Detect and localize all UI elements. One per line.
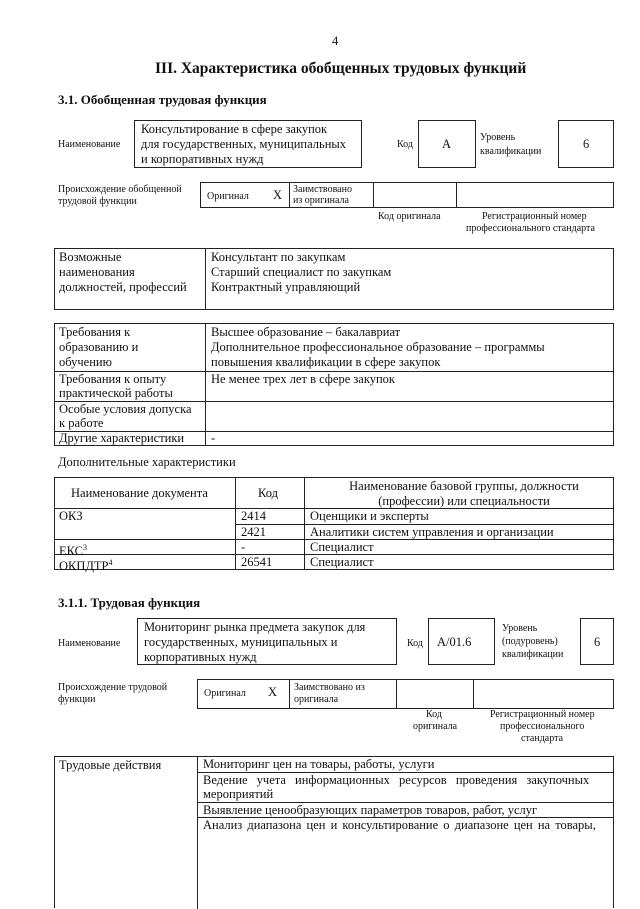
- action-item: Мониторинг цен на товары, работы, услуги: [203, 757, 435, 771]
- position-item: Старший специалист по закупкам: [211, 265, 392, 279]
- tf-name-label: Наименование: [58, 638, 121, 649]
- additional-row-name: Оценщики и эксперты: [310, 509, 429, 523]
- tf-original-mark: X: [268, 685, 278, 699]
- req-value: -: [211, 431, 216, 445]
- gtf-borrowed-label: Заимствовано: [293, 184, 352, 195]
- tf-level-label: квалификации: [502, 649, 564, 660]
- req-label: образованию и: [59, 340, 139, 354]
- tf-level-label: (подуровень): [502, 636, 558, 647]
- req-value: повышения квалификации в сфере закупок: [211, 355, 441, 369]
- doc-name: ЕКС: [59, 544, 83, 559]
- tf-origin-table: [197, 679, 614, 709]
- gtf-code-box: [418, 120, 476, 168]
- req-label: Требования к опыту: [59, 372, 167, 386]
- tf-level-label: Уровень: [502, 623, 538, 634]
- req-label: Особые условия допуска: [59, 402, 192, 416]
- tf-name-line: корпоративных нужд: [144, 650, 257, 664]
- tf-reg-number-label: стандарта: [521, 733, 564, 744]
- tf-reg-number-label: профессионального: [500, 721, 585, 732]
- gtf-name-label: Наименование: [58, 139, 121, 150]
- gtf-level-value: 6: [583, 137, 590, 151]
- doc-name: ОКПДТР: [59, 559, 109, 574]
- gtf-origin-label: Происхождение обобщенной: [58, 184, 182, 195]
- gtf-level-label: Уровень: [480, 132, 516, 143]
- gtf-original-label: Оригинал: [207, 191, 249, 202]
- action-item: Ведение учета информационных ресурсов проведения закупочных: [203, 773, 590, 787]
- gtf-borrowed-label: из оригинала: [293, 195, 349, 206]
- tf-level-value: 6: [594, 635, 601, 649]
- req-label: Другие характеристики: [59, 431, 185, 445]
- tf-name-box: [137, 618, 397, 665]
- additional-row-code: 2421: [241, 525, 266, 539]
- gtf-origin-table: [200, 182, 614, 208]
- additional-table: [54, 477, 614, 574]
- gtf-positions-table: [54, 248, 614, 310]
- additional-header-doc: Наименование документа: [71, 486, 208, 500]
- req-value: Высшее образование – бакалавриат: [211, 325, 401, 339]
- action-item: Анализ диапазона цен и консультирование о диапазоне цен на товары,: [203, 818, 596, 832]
- gtf-original-mark: X: [273, 188, 283, 202]
- gtf-level-box: [558, 120, 614, 168]
- positions-label: наименования: [59, 265, 135, 279]
- tf-level-box: [580, 618, 614, 665]
- tf-origin-code-label: Код: [426, 709, 442, 720]
- gtf-origin-label: трудовой функции: [58, 196, 137, 207]
- footnote-ref: 3: [83, 543, 87, 552]
- req-value: Не менее трех лет в сфере закупок: [211, 372, 396, 386]
- req-label: обучению: [59, 355, 112, 369]
- gtf-name-line: для государственных, муниципальных: [141, 137, 347, 151]
- tf-borrowed-label: оригинала: [294, 694, 339, 705]
- tf-origin-label: функции: [58, 694, 96, 705]
- gtf-level-label: квалификации: [480, 146, 542, 157]
- req-label: практической работы: [59, 386, 173, 400]
- gtf-code-label: Код: [397, 139, 413, 150]
- position-item: Контрактный управляющий: [211, 280, 361, 294]
- tf-actions-table: [54, 756, 614, 908]
- tf-original-label: Оригинал: [204, 688, 246, 699]
- additional-header-name: Наименование базовой группы, должности (профессии) или специальности: [349, 479, 579, 508]
- footnote-ref: 4: [108, 558, 113, 567]
- gtf-reg-number-label: профессионального стандарта: [466, 223, 595, 234]
- gtf-origin-code-label: Код оригинала: [378, 211, 441, 222]
- action-item: мероприятий: [203, 787, 274, 801]
- tf-name-line: государственных, муниципальных и: [144, 635, 338, 649]
- actions-label: Трудовые действия: [59, 758, 162, 772]
- gtf-code-value: A: [442, 137, 452, 151]
- tf-origin-label: Происхождение трудовой: [58, 682, 168, 693]
- tf-borrowed-label: Заимствовано из: [294, 682, 365, 693]
- additional-row-doc: [59, 555, 113, 574]
- positions-label: должностей, профессий: [59, 280, 187, 294]
- req-label: Требования к: [59, 325, 131, 339]
- tf-code-box: [428, 618, 495, 665]
- position-item: Консультант по закупкам: [211, 250, 346, 264]
- additional-row-doc: ОКЗ: [59, 509, 83, 523]
- action-item: Выявление ценообразующих параметров товаров, работ, услуг: [203, 803, 538, 817]
- additional-row-code: 26541: [241, 555, 273, 569]
- section-title: III. Характеристика обобщенных трудовых функций: [155, 60, 527, 77]
- gtf-requirements-table: [54, 323, 614, 446]
- additional-row-name: Специалист: [310, 555, 374, 569]
- tf-reg-number-label: Регистрационный номер: [490, 709, 595, 720]
- additional-header-code: Код: [258, 486, 278, 500]
- gtf-name-line: и корпоративных нужд: [141, 152, 264, 166]
- gtf-name-box: [134, 120, 362, 168]
- tf-origin-code-label: оригинала: [413, 721, 458, 732]
- gtf-heading: 3.1. Обобщенная трудовая функция: [58, 92, 267, 107]
- tf-name-line: Мониторинг рынка предмета закупок для: [144, 620, 366, 634]
- gtf-name-line: Консультирование в сфере закупок: [141, 122, 328, 136]
- req-label: к работе: [59, 416, 104, 430]
- req-value: Дополнительное профессиональное образование – программы: [211, 340, 545, 354]
- additional-row-name: Аналитики систем управления и организации: [310, 525, 554, 539]
- tf-code-value: A/01.6: [437, 635, 472, 649]
- additional-row-code: 2414: [241, 509, 266, 523]
- page-number: 4: [332, 34, 339, 48]
- additional-heading: Дополнительные характеристики: [58, 455, 236, 469]
- positions-label: Возможные: [59, 250, 122, 264]
- additional-row-code: -: [241, 540, 246, 554]
- tf-heading: 3.1.1. Трудовая функция: [58, 595, 201, 610]
- tf-code-label: Код: [407, 638, 423, 649]
- additional-row-name: Специалист: [310, 540, 374, 554]
- gtf-reg-number-label: Регистрационный номер: [482, 211, 587, 222]
